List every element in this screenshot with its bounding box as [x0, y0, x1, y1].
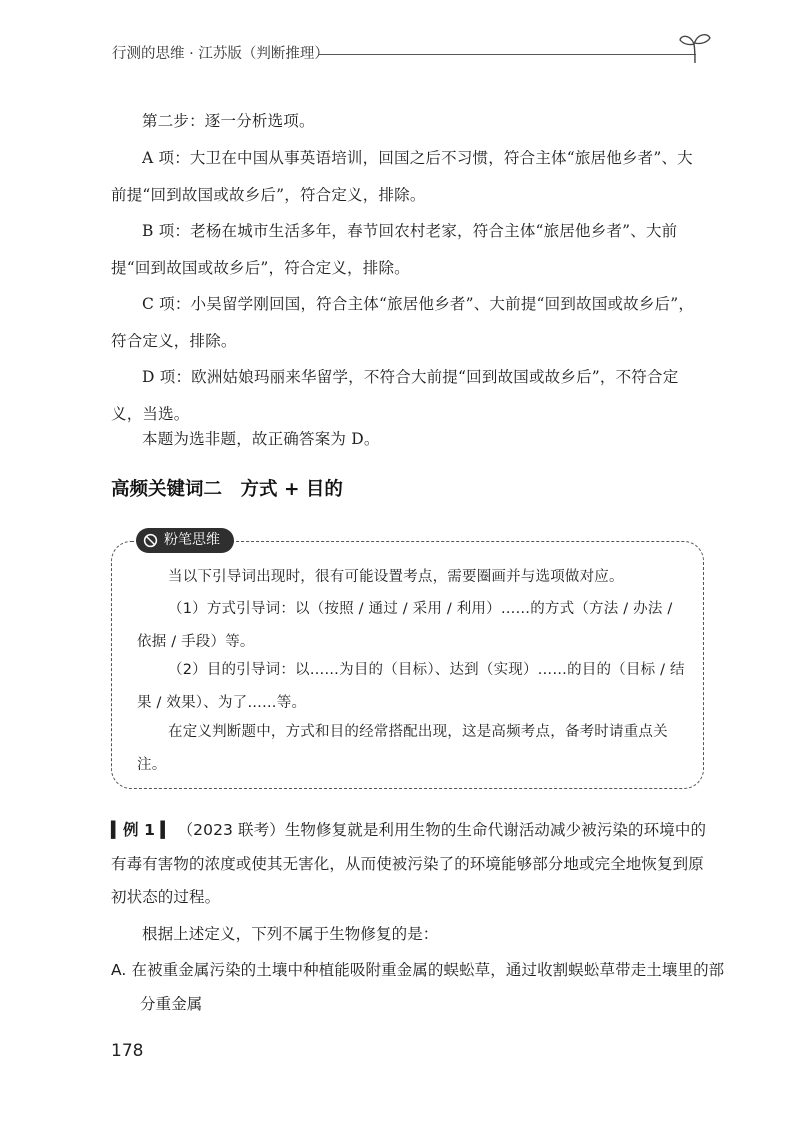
thinking-item-purpose: （2）目的引导词：以……为目的（目标）、达到（实现）……的目的（目标 / 结果 / 效果）、为了……等。	[137, 662, 685, 711]
thinking-intro: 当以下引导词出现时，很有可能设置考点，需要圈画并与选项做对应。	[168, 569, 624, 585]
example-option-a: A. 在被重金属污染的土壤中种植能吸附重金属的蜈蚣草，通过收割蜈蚣草带走土壤里的部分重金属	[111, 961, 725, 1013]
slash-circle-icon	[143, 533, 158, 548]
sprout-icon	[678, 30, 712, 64]
example-prompt: 根据上述定义，下列不属于生物修复的是：	[142, 925, 439, 943]
example-text: （2023 联考）生物修复就是利用生物的生命代谢活动减少被污染的环境中的有毒有害物的浓度或使其无害化，从而使被污染了的环境能够部分地或完全地恢复到原初状态的过程。	[111, 821, 707, 906]
option-c-analysis: C 项：小吴留学刚回国，符合主体“旅居他乡者”、大前提“回到故国或故乡后”，符合定义，排除。	[111, 295, 695, 350]
thinking-badge	[136, 528, 234, 553]
option-a-analysis: A 项：大卫在中国从事英语培训，回国之后不习惯，符合主体“旅居他乡者”、大前提“回到故国或故乡后”，符合定义，排除。	[111, 149, 693, 204]
header-title: 行测的思维 · 江苏版（判断推理）	[112, 46, 329, 62]
page-number: 178	[111, 1041, 144, 1061]
thinking-note: 在定义判断题中，方式和目的经常搭配出现，这是高频考点，备考时请重点关注。	[137, 724, 668, 773]
example-question	[111, 814, 707, 915]
section-heading: 高频关键词二 方式 + 目的	[111, 479, 343, 500]
header-rule	[318, 54, 696, 55]
answer-conclusion: 本题为选非题，故正确答案为 D。	[142, 430, 380, 448]
option-b-analysis: B 项：老杨在城市生活多年，春节回农村老家，符合主体“旅居他乡者”、大前提“回到故国或故乡后”，符合定义，排除。	[111, 222, 678, 277]
thinking-badge-label: 粉笔思维	[164, 532, 220, 548]
example-label: ▍例 1 ▍	[111, 821, 173, 839]
option-d-analysis: D 项：欧洲姑娘玛丽来华留学，不符合大前提“回到故国或故乡后”，不符合定义，当选。	[111, 368, 679, 423]
running-header	[112, 30, 712, 70]
thinking-item-method: （1）方式引导词：以（按照 / 通过 / 采用 / 利用）……的方式（方法 / 办法 / 依据 / 手段）等。	[137, 601, 673, 650]
step-two-text: 第二步：逐一分析选项。	[142, 112, 315, 130]
